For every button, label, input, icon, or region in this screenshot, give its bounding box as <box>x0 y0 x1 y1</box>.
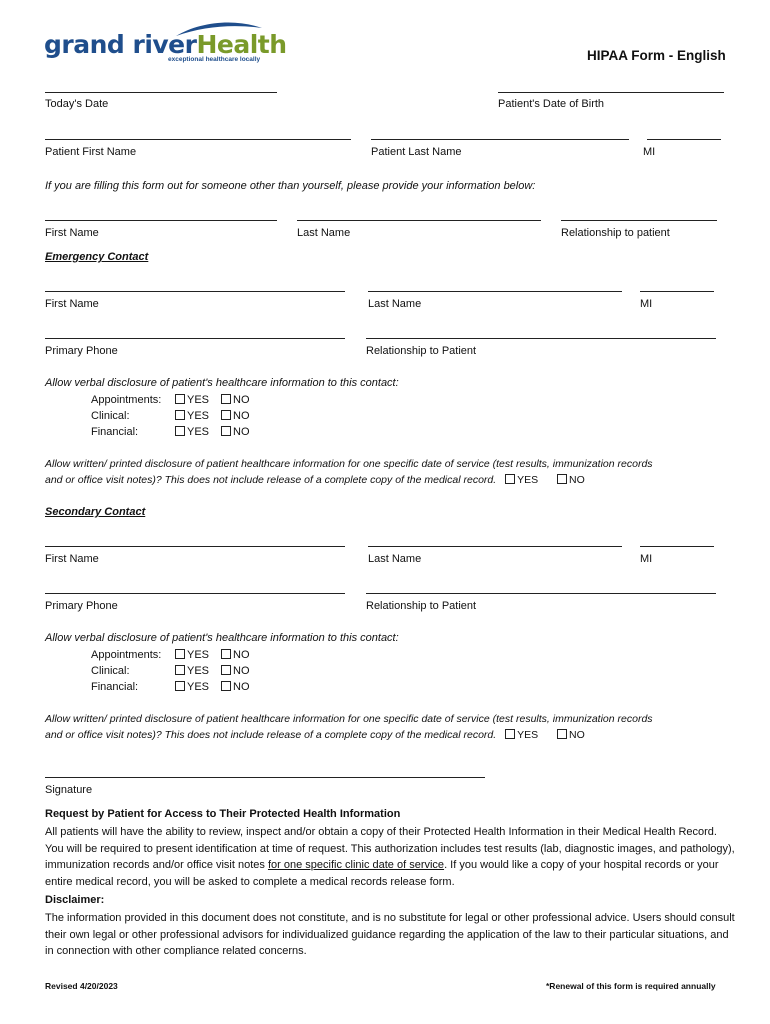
patient-mi-field[interactable] <box>647 139 721 140</box>
checkbox-icon[interactable] <box>557 474 567 484</box>
checkbox-icon[interactable] <box>221 681 231 691</box>
emergency-financial-label: Financial: <box>91 426 139 438</box>
secondary-mi-field[interactable] <box>640 546 714 547</box>
secondary-clinical-yes[interactable]: YES <box>175 665 209 677</box>
todays-date-field[interactable] <box>45 92 277 93</box>
emergency-first-name-label: First Name <box>45 298 99 310</box>
secondary-financial-label: Financial: <box>91 681 139 693</box>
emergency-written-yes[interactable]: YES <box>505 474 538 486</box>
access-paragraph: All patients will have the ability to review, inspect and/or obtain a copy of their Protected Health Information in their Medical Health Record. You will be required to present identification at time of request. This authorization includes test results (lab, diagnostic images, and pathology), immunization records and/or office visit notes for one specific clinic date of service. If you would like a copy of your hospital records or your entire medical record, you will be asked to complete a medical records release form. <box>45 826 735 888</box>
patient-first-name-field[interactable] <box>45 139 351 140</box>
patient-last-name-field[interactable] <box>371 139 629 140</box>
emergency-last-name-field[interactable] <box>368 291 622 292</box>
secondary-written-question-line2: and or office visit notes)? This does not include release of a complete copy of the medical record. YES NO <box>45 729 585 741</box>
emergency-mi-label: MI <box>640 298 653 310</box>
emergency-clinical-no[interactable]: NO <box>221 410 250 422</box>
access-heading: Request by Patient for Access to Their Protected Health Information <box>45 808 401 820</box>
secondary-appointments-no[interactable]: NO <box>221 649 250 661</box>
emergency-written-question-line1: Allow written/ printed disclosure of patient healthcare information for one specific date of service (test results, immunization records <box>45 458 653 470</box>
emergency-appointments-yes[interactable]: YES <box>175 394 209 406</box>
checkbox-icon[interactable] <box>175 426 185 436</box>
checkbox-icon[interactable] <box>221 649 231 659</box>
checkbox-icon[interactable] <box>175 394 185 404</box>
emergency-appointments-no[interactable]: NO <box>221 394 250 406</box>
secondary-phone-label: Primary Phone <box>45 600 118 612</box>
checkbox-icon[interactable] <box>221 426 231 436</box>
emergency-financial-no[interactable]: NO <box>221 426 250 438</box>
patient-mi-label: MI <box>643 146 656 158</box>
revised-date: Revised 4/20/2023 <box>45 981 118 991</box>
secondary-phone-field[interactable] <box>45 593 345 594</box>
disclaimer-paragraph: The information provided in this document does not constitute, and is no substitute for legal or other professional advice. Users should consult their own legal or other professional advisors for individualized guidance regarding the application of the law to their particular situations, and in connection with other compliance related concerns. <box>45 912 735 957</box>
secondary-clinical-no[interactable]: NO <box>221 665 250 677</box>
emergency-appointments-label: Appointments: <box>91 394 162 406</box>
emergency-contact-heading: Emergency Contact <box>45 251 149 263</box>
checkbox-icon[interactable] <box>505 729 515 739</box>
logo-text-health: Health <box>196 30 287 59</box>
emergency-phone-label: Primary Phone <box>45 345 118 357</box>
dob-field[interactable] <box>498 92 724 93</box>
secondary-last-name-field[interactable] <box>368 546 622 547</box>
secondary-written-no[interactable]: NO <box>557 729 585 741</box>
emergency-financial-yes[interactable]: YES <box>175 426 209 438</box>
emergency-written-no[interactable]: NO <box>557 474 585 486</box>
secondary-mi-label: MI <box>640 553 653 565</box>
other-first-name-label: First Name <box>45 227 99 239</box>
other-first-name-field[interactable] <box>45 220 277 221</box>
checkbox-icon[interactable] <box>505 474 515 484</box>
emergency-last-name-label: Last Name <box>368 298 422 310</box>
emergency-relationship-field[interactable] <box>366 338 716 339</box>
other-relationship-label: Relationship to patient <box>561 227 670 239</box>
form-title: HIPAA Form - English <box>587 48 726 63</box>
emergency-clinical-label: Clinical: <box>91 410 130 422</box>
signature-field[interactable] <box>45 777 485 778</box>
emergency-written-question-line2: and or office visit notes)? This does not include release of a complete copy of the medical record. YES NO <box>45 474 585 486</box>
checkbox-icon[interactable] <box>175 665 185 675</box>
brand-logo <box>44 20 287 66</box>
other-last-name-field[interactable] <box>297 220 541 221</box>
emergency-verbal-question: Allow verbal disclosure of patient's healthcare information to this contact: <box>45 377 399 389</box>
emergency-relationship-label: Relationship to Patient <box>366 345 477 357</box>
patient-last-name-label: Patient Last Name <box>371 146 462 158</box>
secondary-appointments-yes[interactable]: YES <box>175 649 209 661</box>
secondary-appointments-label: Appointments: <box>91 649 162 661</box>
dob-label: Patient's Date of Birth <box>498 98 605 110</box>
patient-first-name-label: Patient First Name <box>45 146 137 158</box>
other-relationship-field[interactable] <box>561 220 717 221</box>
checkbox-icon[interactable] <box>175 649 185 659</box>
signature-label: Signature <box>45 784 93 796</box>
emergency-phone-field[interactable] <box>45 338 345 339</box>
checkbox-icon[interactable] <box>221 394 231 404</box>
emergency-mi-field[interactable] <box>640 291 714 292</box>
secondary-relationship-label: Relationship to Patient <box>366 600 477 612</box>
secondary-contact-heading: Secondary Contact <box>45 506 146 518</box>
secondary-financial-no[interactable]: NO <box>221 681 250 693</box>
checkbox-icon[interactable] <box>175 410 185 420</box>
secondary-last-name-label: Last Name <box>368 553 422 565</box>
checkbox-icon[interactable] <box>557 729 567 739</box>
emergency-clinical-yes[interactable]: YES <box>175 410 209 422</box>
other-person-instruction: If you are filling this form out for someone other than yourself, please provide your information below: <box>45 180 536 192</box>
secondary-verbal-question: Allow verbal disclosure of patient's healthcare information to this contact: <box>45 632 399 644</box>
secondary-written-question-line1: Allow written/ printed disclosure of patient healthcare information for one specific date of service (test results, immunization records <box>45 713 653 725</box>
secondary-relationship-field[interactable] <box>366 593 716 594</box>
emergency-first-name-field[interactable] <box>45 291 345 292</box>
secondary-clinical-label: Clinical: <box>91 665 130 677</box>
checkbox-icon[interactable] <box>221 665 231 675</box>
secondary-first-name-label: First Name <box>45 553 99 565</box>
other-last-name-label: Last Name <box>297 227 351 239</box>
disclaimer-heading: Disclaimer: <box>45 894 105 906</box>
checkbox-icon[interactable] <box>175 681 185 691</box>
logo-text-grand-river: grand river <box>44 30 197 59</box>
secondary-first-name-field[interactable] <box>45 546 345 547</box>
checkbox-icon[interactable] <box>221 410 231 420</box>
secondary-written-yes[interactable]: YES <box>505 729 538 741</box>
logo-tagline: exceptional healthcare locally <box>168 56 261 63</box>
secondary-financial-yes[interactable]: YES <box>175 681 209 693</box>
renewal-note: *Renewal of this form is required annually <box>546 981 716 991</box>
todays-date-label: Today's Date <box>45 98 109 110</box>
